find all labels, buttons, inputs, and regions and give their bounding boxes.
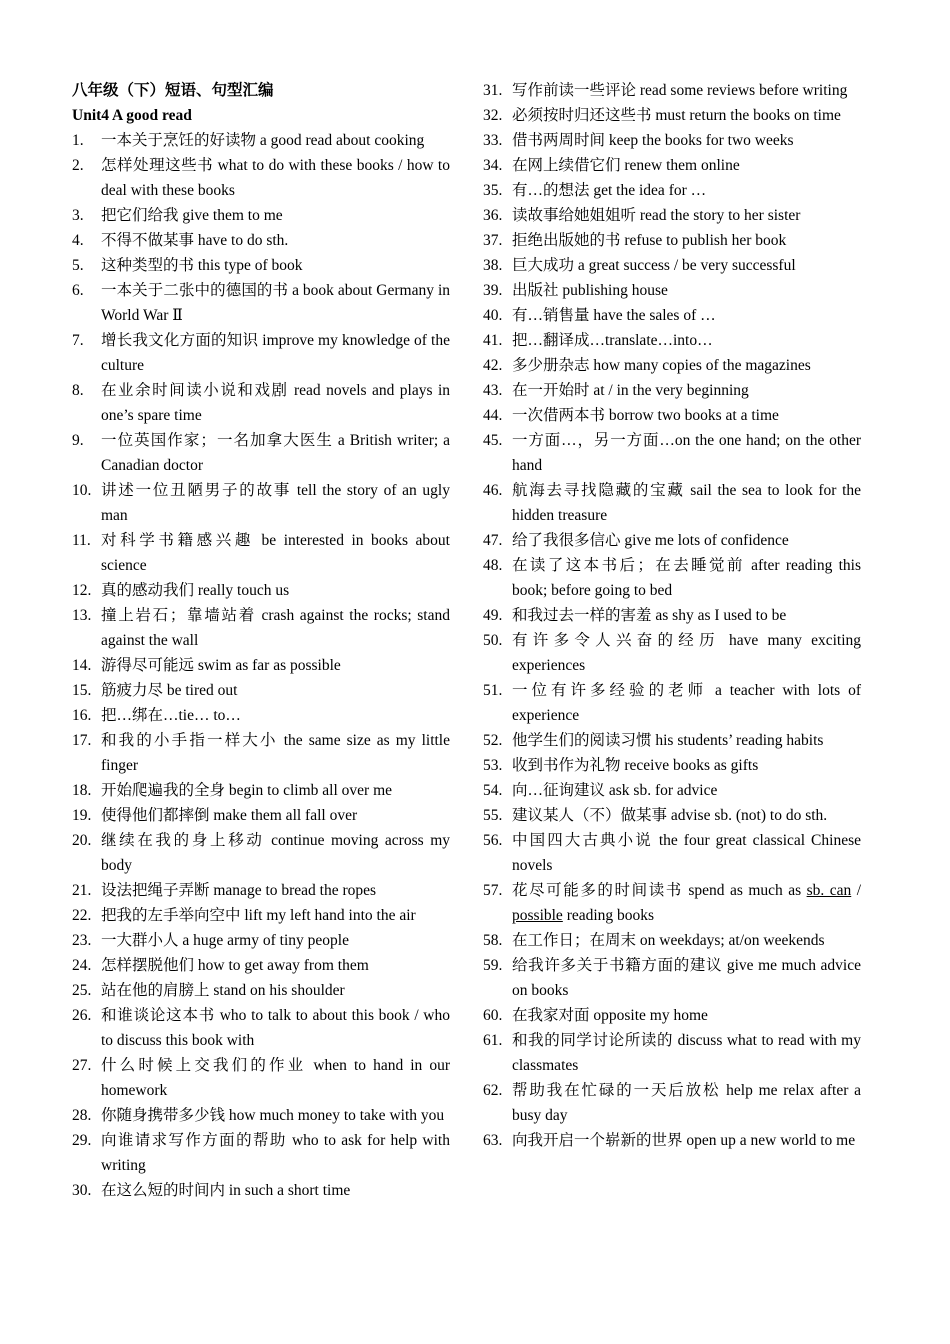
list-item — [483, 778, 861, 803]
list-item — [72, 803, 450, 828]
item-number: 1. — [72, 132, 84, 149]
item-number: 12. — [72, 582, 92, 599]
item-text: 一位有许多经验的老师 a teacher with lots of experience — [512, 682, 861, 724]
item-number: 11. — [72, 532, 91, 549]
underlined-text: sb. can — [806, 882, 852, 899]
item-text: 在我家对面 opposite my home — [512, 1007, 708, 1024]
list-item — [483, 103, 861, 128]
item-number: 31. — [483, 82, 503, 99]
item-text: 借书两周时间 keep the books for two weeks — [512, 132, 794, 149]
list-item — [72, 678, 450, 703]
list-item — [72, 1003, 450, 1053]
list-item — [483, 478, 861, 528]
item-text: 巨大成功 a great success / be very successful — [512, 257, 796, 274]
item-number: 30. — [72, 1182, 92, 1199]
item-text: 给了我很多信心 give me lots of confidence — [512, 532, 789, 549]
list-item — [483, 878, 861, 928]
list-item — [483, 753, 861, 778]
item-number: 63. — [483, 1132, 503, 1149]
list-item — [72, 903, 450, 928]
item-number: 55. — [483, 807, 503, 824]
item-number: 9. — [72, 432, 84, 449]
item-text: 怎样摆脱他们 how to get away from them — [101, 957, 369, 974]
item-text: 把我的左手举向空中 lift my left hand into the air — [101, 907, 416, 924]
item-text: 一次借两本书 borrow two books at a time — [512, 407, 779, 424]
item-text: 建议某人（不）做某事 advise sb. (not) to do sth. — [512, 807, 828, 824]
list-item — [72, 878, 450, 903]
item-text-post: reading books — [562, 907, 655, 924]
list-item — [483, 78, 861, 103]
item-number: 57. — [483, 882, 503, 899]
item-number: 48. — [483, 557, 503, 574]
list-item — [72, 528, 450, 578]
item-text: 这种类型的书 this type of book — [101, 257, 303, 274]
item-text: 筋疲力尽 be tired out — [101, 682, 238, 699]
item-number: 36. — [483, 207, 503, 224]
item-number: 28. — [72, 1107, 92, 1124]
list-item — [483, 228, 861, 253]
item-text: 在一开始时 at / in the very beginning — [512, 382, 749, 399]
item-text: 写作前读一些评论 read some reviews before writing — [512, 82, 848, 99]
item-text: 在这么短的时间内 in such a short time — [101, 1182, 351, 1199]
item-number: 33. — [483, 132, 503, 149]
item-number: 39. — [483, 282, 503, 299]
item-text: 开始爬遍我的全身 begin to climb all over me — [101, 782, 393, 799]
list-item — [72, 928, 450, 953]
list-item — [72, 953, 450, 978]
item-number: 61. — [483, 1032, 503, 1049]
item-text: 他学生们的阅读习惯 his students’ reading habits — [512, 732, 824, 749]
list-item — [72, 978, 450, 1003]
item-text: 收到书作为礼物 receive books as gifts — [512, 757, 759, 774]
item-text: 撞上岩石；靠墙站着 crash against the rocks; stand against the wall — [101, 607, 450, 649]
item-number: 41. — [483, 332, 503, 349]
item-number: 6. — [72, 282, 84, 299]
item-number: 40. — [483, 307, 503, 324]
list-item — [72, 653, 450, 678]
item-text: 和我的小手指一样大小 the same size as my little finger — [101, 732, 450, 774]
list-item — [72, 603, 450, 653]
item-text: 有…的想法 get the idea for … — [512, 182, 707, 199]
item-text: 什么时候上交我们的作业 when to hand in our homework — [101, 1057, 450, 1099]
list-item — [72, 778, 450, 803]
list-item — [72, 328, 450, 378]
item-text: 怎样处理这些书 what to do with these books / how to deal with these books — [101, 157, 450, 199]
item-number: 29. — [72, 1132, 92, 1149]
item-number: 52. — [483, 732, 503, 749]
list-item — [483, 178, 861, 203]
list-item — [483, 803, 861, 828]
list-item — [483, 128, 861, 153]
item-number: 45. — [483, 432, 503, 449]
item-number: 25. — [72, 982, 92, 999]
list-item — [483, 678, 861, 728]
item-number: 16. — [72, 707, 92, 724]
item-text: 把它们给我 give them to me — [101, 207, 283, 224]
item-number: 13. — [72, 607, 92, 624]
item-number: 19. — [72, 807, 92, 824]
item-number: 54. — [483, 782, 503, 799]
item-number: 15. — [72, 682, 92, 699]
item-number: 44. — [483, 407, 503, 424]
item-text: 设法把绳子弄断 manage to bread the ropes — [101, 882, 377, 899]
item-text: 有…销售量 have the sales of … — [512, 307, 716, 324]
list-item — [483, 603, 861, 628]
list-item — [483, 1128, 861, 1153]
item-number: 46. — [483, 482, 503, 499]
underlined-text: possible — [512, 907, 563, 924]
list-item — [72, 153, 450, 203]
list-item — [483, 728, 861, 753]
item-text: 在业余时间读小说和戏剧 read novels and plays in one’s spare time — [101, 382, 450, 424]
list-item — [483, 253, 861, 278]
item-number: 18. — [72, 782, 92, 799]
item-number: 53. — [483, 757, 503, 774]
item-text: 不得不做某事 have to do sth. — [101, 232, 289, 249]
left-column — [72, 78, 450, 1203]
list-item — [483, 153, 861, 178]
item-text: 在工作日；在周末 on weekdays; at/on weekends — [512, 932, 825, 949]
item-number: 60. — [483, 1007, 503, 1024]
list-item — [483, 278, 861, 303]
item-text: 出版社 publishing house — [512, 282, 668, 299]
item-number: 47. — [483, 532, 503, 549]
item-number: 8. — [72, 382, 84, 399]
item-text: 和我的同学讨论所读的 discuss what to read with my classmates — [512, 1032, 861, 1074]
list-item — [483, 953, 861, 1003]
item-number: 32. — [483, 107, 503, 124]
item-text: 和谁谈论这本书 who to talk to about this book / who to discuss this book with — [101, 1007, 450, 1049]
item-number: 51. — [483, 682, 503, 699]
item-number: 58. — [483, 932, 503, 949]
item-text: 给我许多关于书籍方面的建议 give me much advice on books — [512, 957, 861, 999]
item-number: 24. — [72, 957, 92, 974]
item-number: 23. — [72, 932, 92, 949]
right-column — [483, 78, 861, 1153]
item-text: 向我开启一个崭新的世界 open up a new world to me — [512, 1132, 856, 1149]
item-number: 38. — [483, 257, 503, 274]
item-text: 一本关于烹饪的好读物 a good read about cooking — [101, 132, 425, 149]
item-number: 37. — [483, 232, 503, 249]
item-number: 49. — [483, 607, 503, 624]
list-item — [72, 828, 450, 878]
item-number: 14. — [72, 657, 92, 674]
list-item — [483, 628, 861, 678]
item-text: 一本关于二张中的德国的书 a book about Germany in World War Ⅱ — [101, 282, 450, 324]
list-item — [483, 403, 861, 428]
list-item — [72, 478, 450, 528]
item-text: 一位英国作家；一名加拿大医生 a British writer; a Canadian doctor — [101, 432, 450, 474]
item-text: 使得他们都摔倒 make them all fall over — [101, 807, 358, 824]
list-item — [72, 578, 450, 603]
item-number: 42. — [483, 357, 503, 374]
item-text: 向谁请求写作方面的帮助 who to ask for help with writing — [101, 1132, 450, 1174]
list-item — [483, 303, 861, 328]
item-number: 34. — [483, 157, 503, 174]
item-number: 27. — [72, 1057, 92, 1074]
list-item — [72, 203, 450, 228]
item-number: 59. — [483, 957, 503, 974]
list-item — [483, 328, 861, 353]
list-item — [72, 1053, 450, 1103]
item-number: 56. — [483, 832, 503, 849]
item-text: 在读了这本书后；在去睡觉前 after reading this book; before going to bed — [512, 557, 861, 599]
list-item — [72, 703, 450, 728]
list-item — [483, 353, 861, 378]
item-text: 把…绑在…tie… to… — [101, 707, 241, 724]
item-number: 4. — [72, 232, 84, 249]
item-number: 43. — [483, 382, 503, 399]
item-number: 7. — [72, 332, 84, 349]
item-number: 62. — [483, 1082, 503, 1099]
phrase-list-left — [72, 128, 450, 1203]
list-item — [72, 428, 450, 478]
list-item — [72, 1103, 450, 1128]
phrase-list-right — [483, 78, 861, 1153]
item-number: 20. — [72, 832, 92, 849]
list-item — [483, 1078, 861, 1128]
item-text: 一大群小人 a huge army of tiny people — [101, 932, 349, 949]
item-text: 你随身携带多少钱 how much money to take with you — [101, 1107, 445, 1124]
item-text: 拒绝出版她的书 refuse to publish her book — [512, 232, 787, 249]
list-item — [483, 1028, 861, 1078]
item-text: 真的感动我们 really touch us — [101, 582, 290, 599]
list-item — [72, 728, 450, 778]
item-number: 10. — [72, 482, 92, 499]
list-item — [72, 128, 450, 153]
item-number: 2. — [72, 157, 84, 174]
item-text: 中国四大古典小说 the four great classical Chinese novels — [512, 832, 861, 874]
item-number: 17. — [72, 732, 92, 749]
list-item — [72, 1128, 450, 1178]
item-text: 对科学书籍感兴趣 be interested in books about science — [101, 532, 450, 574]
item-text: 航海去寻找隐藏的宝藏 sail the sea to look for the hidden treasure — [512, 482, 861, 524]
list-item — [483, 928, 861, 953]
item-number: 50. — [483, 632, 503, 649]
item-text: 继续在我的身上移动 continue moving across my body — [101, 832, 450, 874]
list-item — [483, 203, 861, 228]
item-text: 读故事给她姐姐听 read the story to her sister — [512, 207, 801, 224]
item-text: 一方面…，另一方面…on the one hand; on the other hand — [512, 432, 861, 474]
document-title: 八年级（下）短语、句型汇编 — [72, 82, 274, 99]
item-text: 多少册杂志 how many copies of the magazines — [512, 357, 811, 374]
list-item — [72, 253, 450, 278]
item-text: 在网上续借它们 renew them online — [512, 157, 740, 174]
item-number: 26. — [72, 1007, 92, 1024]
list-item — [483, 553, 861, 603]
list-item — [72, 378, 450, 428]
list-item — [483, 828, 861, 878]
item-text: 游得尽可能远 swim as far as possible — [101, 657, 341, 674]
item-number: 3. — [72, 207, 84, 224]
item-text: 和我过去一样的害羞 as shy as I used to be — [512, 607, 787, 624]
item-text: 必须按时归还这些书 must return the books on time — [512, 107, 841, 124]
list-item — [72, 1178, 450, 1203]
list-item — [483, 428, 861, 478]
list-item — [483, 1003, 861, 1028]
item-number: 21. — [72, 882, 92, 899]
list-item — [72, 278, 450, 328]
list-item — [483, 528, 861, 553]
item-text-mid: / — [851, 882, 862, 899]
list-item — [72, 228, 450, 253]
item-text: 增长我文化方面的知识 improve my knowledge of the culture — [101, 332, 450, 374]
unit-heading: Unit4 A good read — [72, 107, 192, 124]
item-text: 把…翻译成…translate…into… — [512, 332, 713, 349]
item-text: 站在他的肩膀上 stand on his shoulder — [101, 982, 345, 999]
list-item — [483, 378, 861, 403]
item-text: 帮助我在忙碌的一天后放松 help me relax after a busy day — [512, 1082, 861, 1124]
item-number: 35. — [483, 182, 503, 199]
item-text: 有许多令人兴奋的经历 have many exciting experiences — [512, 632, 861, 674]
item-text: 讲述一位丑陋男子的故事 tell the story of an ugly man — [101, 482, 450, 524]
item-text-pre: 花尽可能多的时间读书 spend as much as — [512, 882, 807, 899]
item-text: 向…征询建议 ask sb. for advice — [512, 782, 718, 799]
item-number: 22. — [72, 907, 92, 924]
item-number: 5. — [72, 257, 84, 274]
